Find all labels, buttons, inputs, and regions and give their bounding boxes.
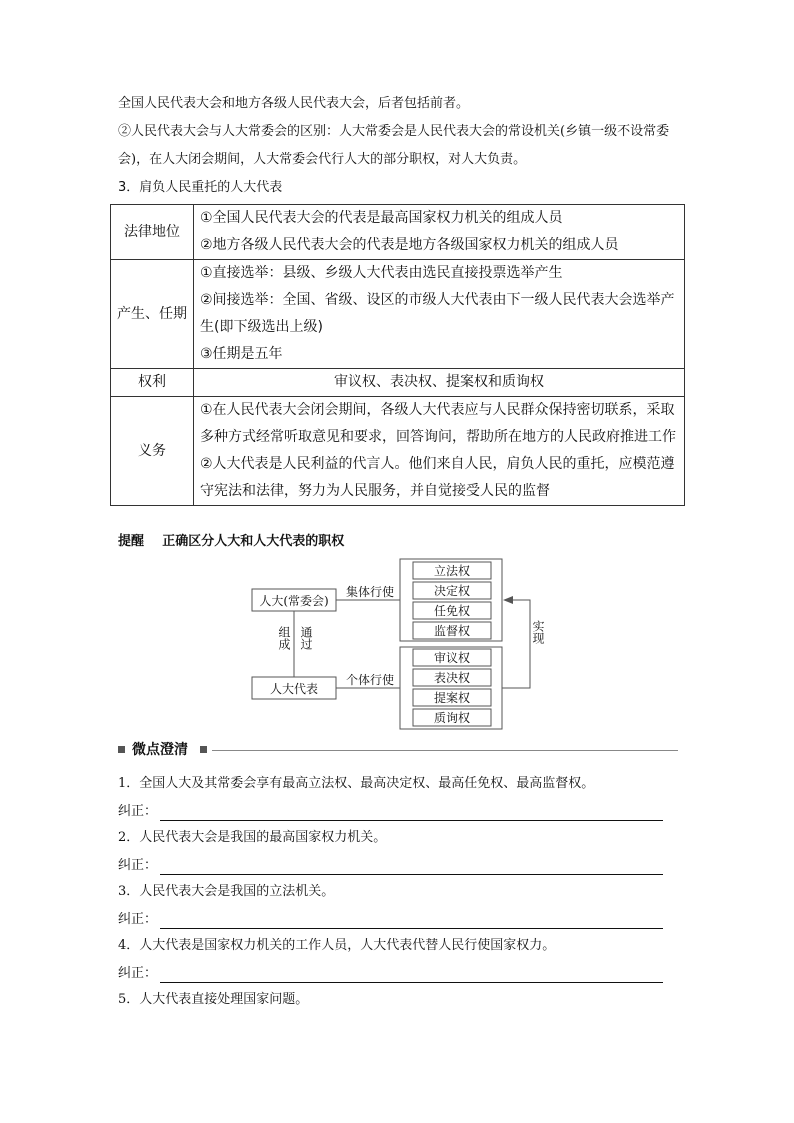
reminder-text: 正确区分人大和人大代表的职权 bbox=[162, 534, 345, 549]
intro-line: 全国人民代表大会和地方各级人民代表大会，后者包括前者。 bbox=[118, 96, 470, 111]
correction-label: 纠正： bbox=[118, 912, 158, 927]
row-line: ①直接选举：县级、乡级人大代表由选民直接投票选举产生 bbox=[200, 265, 563, 281]
npc-power: 监督权 bbox=[433, 624, 471, 638]
correction-label: 纠正： bbox=[118, 804, 158, 819]
arrow-head-icon bbox=[503, 596, 513, 604]
deputy-power: 审议权 bbox=[433, 651, 471, 665]
reminder bbox=[118, 528, 688, 556]
deputy-power: 表决权 bbox=[433, 671, 471, 685]
row-header: 权利 bbox=[111, 369, 194, 397]
table-row bbox=[111, 205, 685, 260]
row-line: ②间接选举：全国、省级、设区的市级人大代表由下一级人民代表大会选举产生(即下级选出上级) bbox=[200, 292, 675, 335]
realize-label: 实现 bbox=[531, 620, 545, 644]
row-line: ②人大代表是人民利益的代言人。他们来自人民，肩负人民的重托，应模范遵守宪法和法律，努力为人民服务，并自觉接受人民的监督 bbox=[200, 456, 675, 499]
list-item: 5．人大代表直接处理国家问题。 bbox=[118, 992, 309, 1007]
deputy-power: 提案权 bbox=[433, 691, 471, 705]
row-content bbox=[194, 205, 685, 260]
square-icon bbox=[118, 746, 125, 753]
row-header: 产生、任期 bbox=[111, 260, 194, 369]
row-content bbox=[194, 397, 685, 506]
table-row bbox=[111, 369, 685, 397]
correction-field[interactable] bbox=[118, 854, 663, 878]
reminder-label: 提醒 bbox=[118, 534, 145, 549]
npc-power: 任免权 bbox=[433, 604, 471, 618]
correction-label: 纠正： bbox=[118, 858, 158, 873]
answer-line[interactable] bbox=[160, 820, 663, 821]
list-item: 1．全国人大及其常委会享有最高立法权、最高决定权、最高任免权、最高监督权。 bbox=[118, 776, 595, 791]
deputy-table bbox=[110, 204, 685, 506]
npc-power: 立法权 bbox=[433, 564, 471, 578]
correction-field[interactable] bbox=[118, 962, 663, 986]
realize-arrow bbox=[502, 600, 530, 688]
powers-diagram bbox=[250, 558, 550, 730]
row-content bbox=[194, 369, 685, 397]
row-content bbox=[194, 260, 685, 369]
intro-paragraph: ②人民代表大会与人大常委会的区别：人大常委会是人民代表大会的常设机关(乡镇一级不设常委会)，在人大闭会期间，人大常委会代行人大的部分职权，对人大负责。 bbox=[118, 124, 670, 167]
answer-line[interactable] bbox=[160, 874, 663, 875]
deputy-box-label: 人大代表 bbox=[269, 682, 319, 696]
row-line: ①全国人民代表大会的代表是最高国家权力机关的组成人员 bbox=[200, 210, 563, 226]
individual-label: 个体行使 bbox=[346, 673, 395, 687]
table-row bbox=[111, 397, 685, 506]
row-line: 审议权、表决权、提案权和质询权 bbox=[334, 374, 544, 390]
section-title: 3．肩负人民重托的人大代表 bbox=[118, 180, 283, 195]
correction-field[interactable] bbox=[118, 908, 663, 932]
row-header: 法律地位 bbox=[111, 205, 194, 260]
answer-line[interactable] bbox=[160, 928, 663, 929]
row-line: ③任期是五年 bbox=[200, 346, 283, 362]
through-label: 通过 bbox=[299, 626, 313, 650]
deputy-power: 质询权 bbox=[433, 711, 471, 725]
clarify-title: 微点澄清 bbox=[132, 742, 188, 758]
row-line: ②地方各级人民代表大会的代表是地方各级国家权力机关的组成人员 bbox=[200, 237, 619, 253]
npc-box-label: 人大(常委会) bbox=[259, 594, 329, 608]
clarify-header bbox=[118, 740, 678, 760]
row-line: ①在人民代表大会闭会期间，各级人大代表应与人民群众保持密切联系，采取多种方式经常听取意见和要求，回答询问，帮助所在地方的人民政府推进工作 bbox=[200, 402, 676, 445]
list-item: 3．人民代表大会是我国的立法机关。 bbox=[118, 884, 335, 899]
row-header: 义务 bbox=[111, 397, 194, 506]
correction-label: 纠正： bbox=[118, 966, 158, 981]
list-item: 2．人民代表大会是我国的最高国家权力机关。 bbox=[118, 830, 387, 845]
correction-field[interactable] bbox=[118, 800, 663, 824]
npc-power: 决定权 bbox=[433, 584, 471, 598]
collective-label: 集体行使 bbox=[346, 585, 395, 599]
composed-label: 组成 bbox=[277, 626, 291, 650]
list-item: 4．人大代表是国家权力机关的工作人员，人大代表代替人民行使国家权力。 bbox=[118, 938, 556, 953]
divider bbox=[212, 750, 678, 751]
answer-line[interactable] bbox=[160, 982, 663, 983]
table-row bbox=[111, 260, 685, 369]
square-icon bbox=[200, 746, 207, 753]
